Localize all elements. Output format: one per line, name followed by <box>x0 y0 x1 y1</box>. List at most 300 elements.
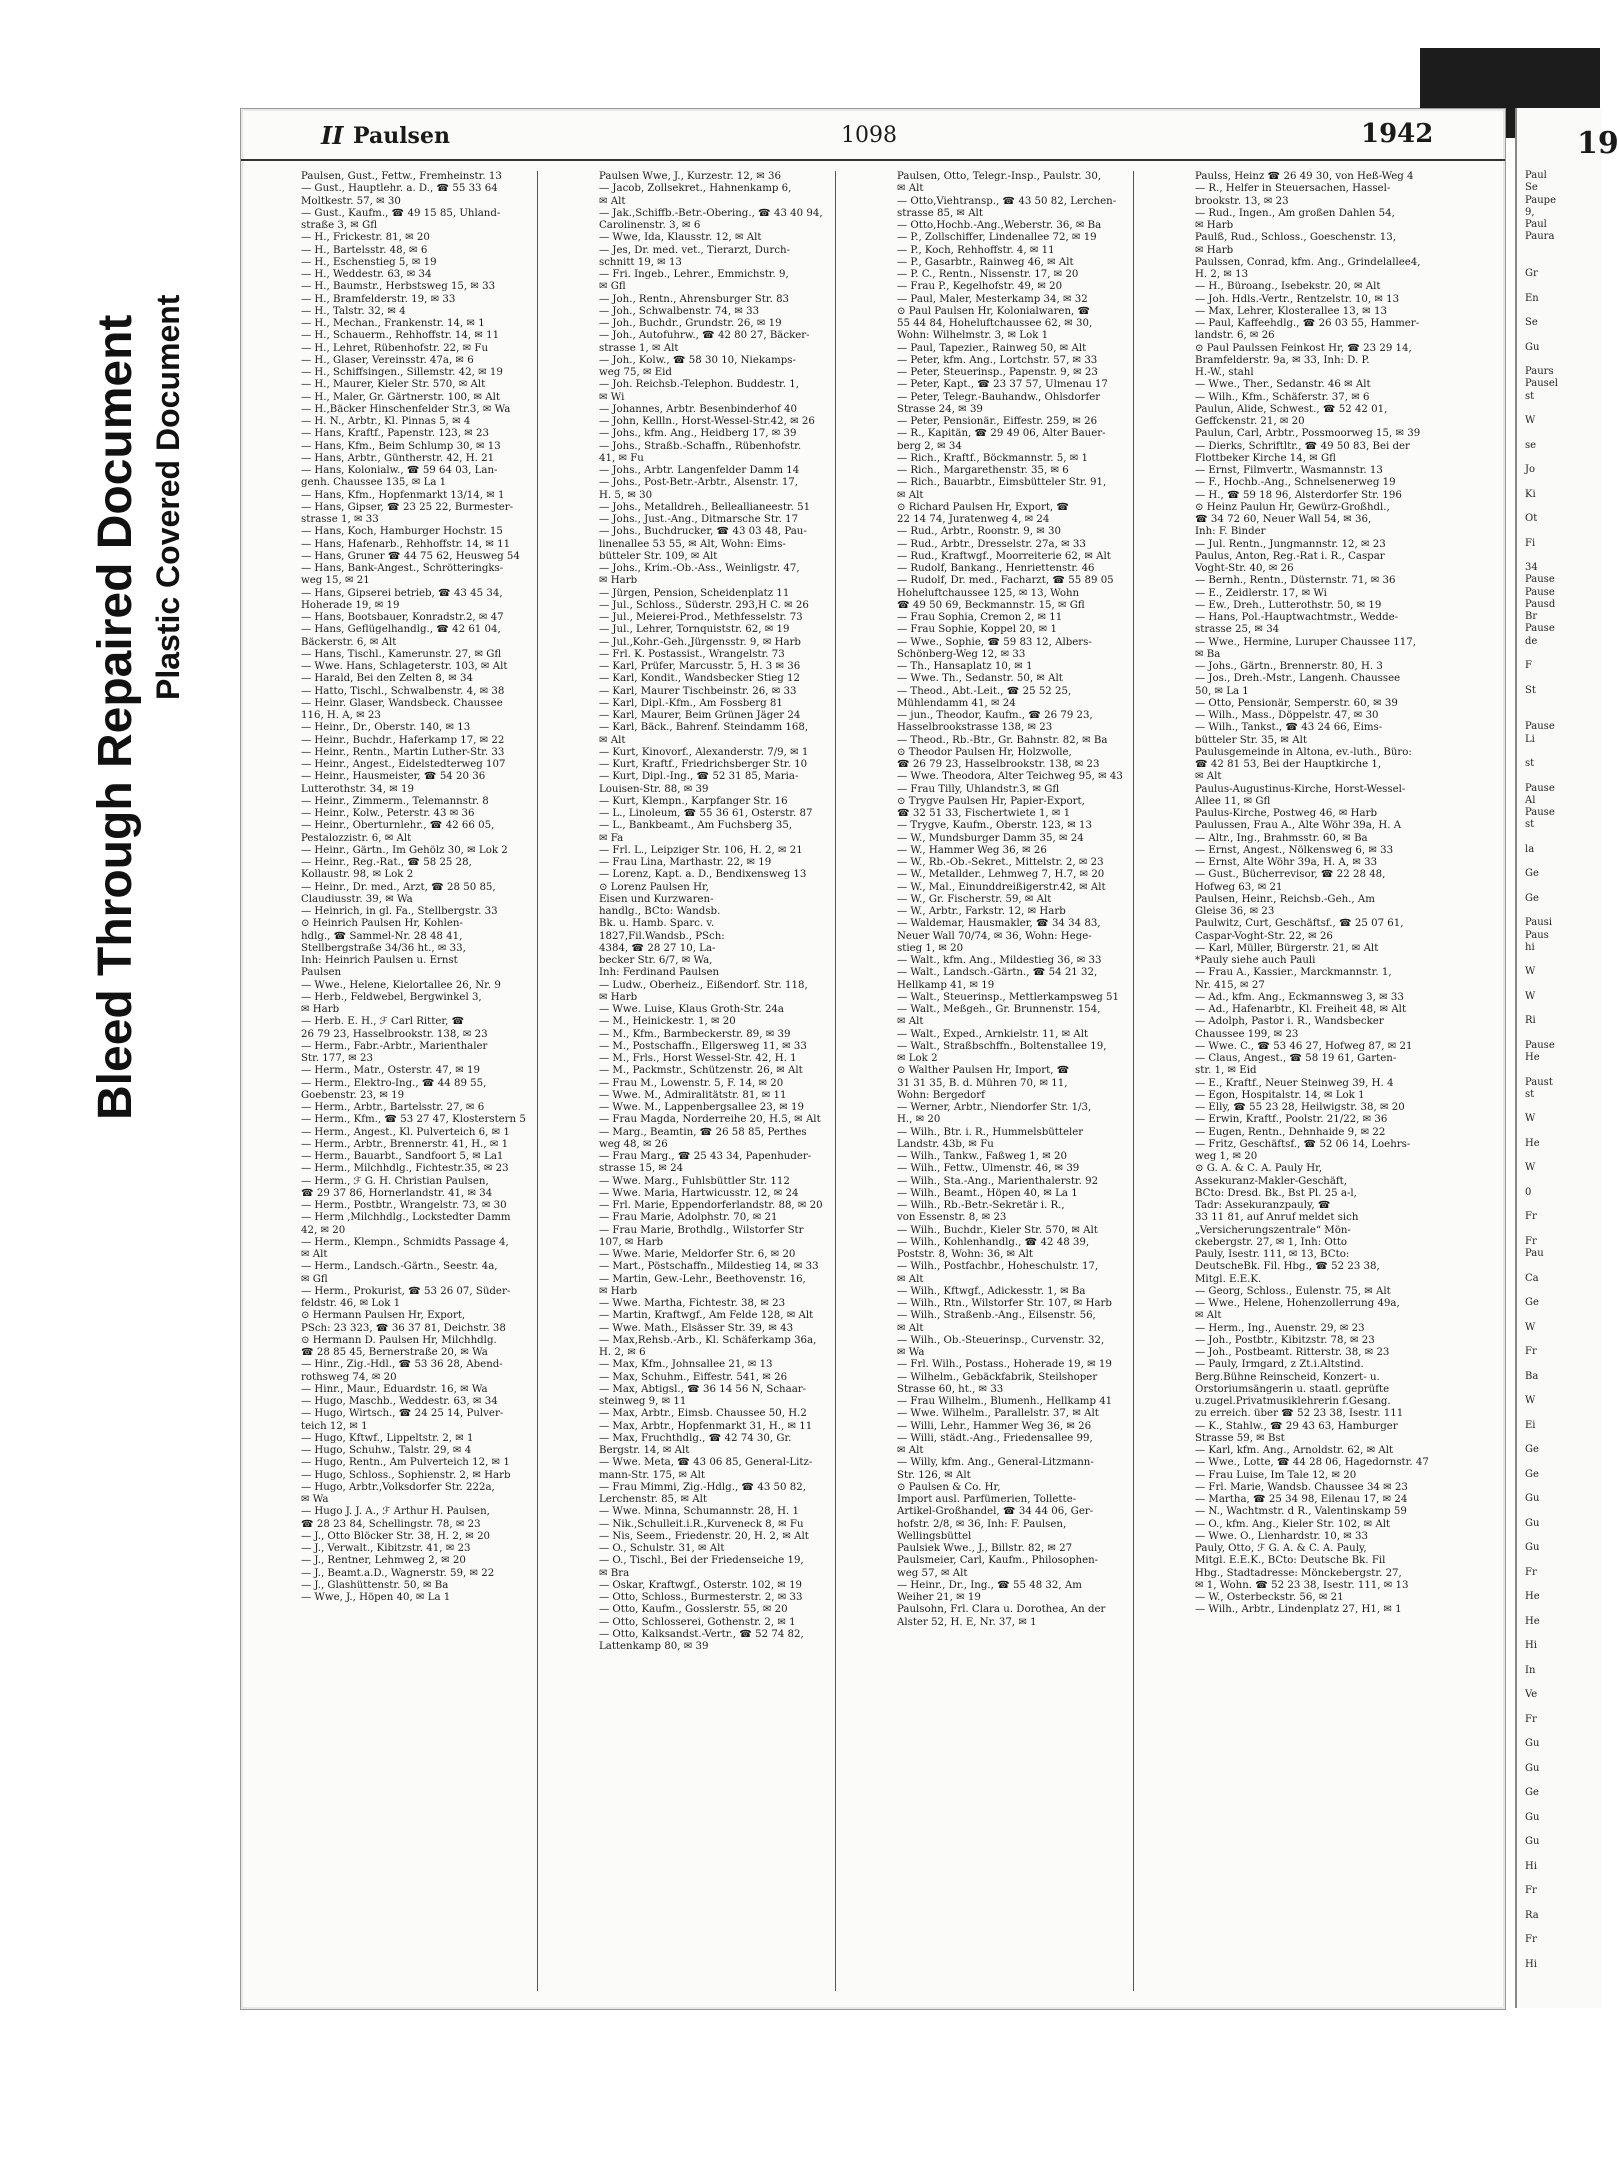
adjacent-page-fragment: He <box>1525 1615 1540 1627</box>
directory-entry-line: rothsweg 74, ✉ 20 <box>301 1371 397 1383</box>
directory-entry-line: — Wwe., Hermine, Luruper Chaussee 117, <box>1195 636 1416 648</box>
directory-entry-line: — Karl, Bäck., Bahrenf. Steindamm 168, <box>599 722 809 734</box>
directory-entry-line: — Jul., Schloss., Süderstr. 293,H C. ✉ 26 <box>599 599 809 611</box>
directory-entry-line: — Hans, Kfm., Beim Schlump 30, ✉ 13 <box>301 440 501 452</box>
directory-entry-line: Gleise 36, ✉ 23 <box>1195 906 1275 917</box>
directory-entry-line: — Wwe. M., Lappenbergsallee 23, ✉ 19 <box>599 1102 804 1113</box>
directory-entry-line: mann-Str. 175, ✉ Alt <box>599 1469 706 1481</box>
adjacent-page-fragment: Gu <box>1525 1836 1540 1847</box>
directory-entry-line: bütteler Str. 109, ✉ Alt <box>599 550 718 562</box>
directory-entry-line: Paulsen, Otto, Telegr.-Insp., Paulstr. 30, <box>897 171 1102 182</box>
directory-entry-line: — Bernh., Rentn., Düsternstr. 71, ✉ 36 <box>1195 575 1396 587</box>
adjacent-page-fragment: Paul <box>1525 219 1547 230</box>
directory-entry-line: Wohn: Bergedorf <box>897 1089 985 1101</box>
directory-entry-line: — Rud., Arbtr., Roonstr. 9, ✉ 30 <box>897 526 1061 538</box>
directory-entry-line: — Hans, Tischl., Kamerunstr. 27, ✉ Gfl <box>301 648 502 660</box>
directory-entry-line: Paulsmeier, Carl, Kaufm., Philosophen- <box>897 1555 1099 1567</box>
directory-entry-line: Geffckenstr. 21, ✉ 20 <box>1195 416 1305 427</box>
directory-entry-line: — Johs., kfm. Ang., Heidberg 17, ✉ 39 <box>599 428 797 440</box>
directory-entry-line: Flottbeker Kirche 14, ✉ Gfl <box>1195 452 1336 464</box>
directory-entry-line: 4384, ☎ 28 27 10, La- <box>599 942 716 954</box>
directory-entry-line: 22 14 74, Juratenweg 4, ✉ 24 <box>897 514 1050 525</box>
directory-entry-line: Pauly, Otto, ℱ G. A. & C. A. Pauly, <box>1195 1543 1367 1554</box>
directory-entry-line: strasse 15, ✉ 24 <box>599 1163 684 1175</box>
directory-entry-line: — P., Koch, Rehhoffstr. 4, ✉ 11 <box>897 244 1055 256</box>
directory-entry-line: 31 31 35, B. d. Mühren 70, ✉ 11, <box>897 1077 1068 1089</box>
directory-entry-line: — Herb., Feldwebel, Bergwinkel 3, <box>301 991 482 1003</box>
directory-entry-line: H.-W., stahl <box>1195 367 1254 378</box>
directory-entry-line: Paulß, Rud., Schloss., Goeschenstr. 13, <box>1195 232 1396 244</box>
directory-entry-line: ⊙ Richard Paulsen Hr, Export, ☎ <box>897 501 1070 513</box>
directory-entry-line: — W., Mal., Einunddreißigerstr.42, ✉ Alt <box>897 881 1106 893</box>
directory-entry-line: — Frau Magda, Norderreihe 20, H.5, ✉ Alt <box>599 1114 821 1126</box>
directory-entry-line: Strasse 59, ✉ Bst <box>1195 1432 1285 1444</box>
directory-entry-line: — Wwe. Wilhelm., Parallelstr. 37, ✉ Alt <box>897 1408 1099 1420</box>
adjacent-page-fragment: Paurs <box>1525 366 1554 377</box>
directory-entry-line: — Th., Hansaplatz 10, ✉ 1 <box>897 661 1033 672</box>
directory-entry-line: — Hugo, Maschb., Weddestr. 63, ✉ 34 <box>301 1396 498 1407</box>
directory-entry-line: — Harald, Bei den Zelten 8, ✉ 34 <box>301 673 473 685</box>
directory-entry-line: Weiher 21, ✉ 19 <box>897 1592 981 1603</box>
directory-entry-line: ✉ Alt <box>1195 1310 1222 1322</box>
directory-entry-line: ⊙ Heinz Paulun Hr, Gewürz-Großhdl., <box>1195 501 1390 513</box>
directory-entry-line: — Walt., Meßgeh., Gr. Brunnenstr. 154, <box>897 1004 1101 1015</box>
directory-entry-line: ☎ 34 72 60, Neuer Wall 54, ✉ 36, <box>1195 514 1372 525</box>
directory-entry-line: — Wwe., Helene, Kielortallee 26, Nr. 9 <box>301 979 501 991</box>
directory-entry-line: — Wilh., Kftwgf., Adickesstr. 1, ✉ Ba <box>897 1285 1086 1297</box>
directory-entry-line: — Heinr., Buchdr., Haferkamp 17, ✉ 22 <box>301 734 505 746</box>
directory-entry-line: — Hans, Geflügelhandlg., ☎ 42 61 04, <box>301 624 501 636</box>
directory-entry-line: ✉ Wa <box>897 1347 925 1358</box>
adjacent-page-fragment: Gu <box>1525 1762 1540 1774</box>
adjacent-page-fragment: 34 <box>1525 562 1538 573</box>
directory-entry-line: — Hans, Hafenarb., Rehhoffstr. 14, ✉ 11 <box>301 538 511 550</box>
adjacent-page-fragment: Jo <box>1525 464 1536 475</box>
directory-entry-line: — Willy, kfm. Ang., General-Litzmann- <box>897 1457 1094 1469</box>
directory-entry-line: — Wwe. Hans, Schlageterstr. 103, ✉ Alt <box>301 661 508 672</box>
directory-entry-line: — Walt., Steuerinsp., Mettlerkampsweg 51 <box>897 991 1119 1003</box>
directory-entry-line: — Fri. Ingeb., Lehrer., Emmichstr. 9, <box>599 269 789 280</box>
directory-entry-line: — F., Hochb.-Ang., Schnelsenerweg 19 <box>1195 477 1396 489</box>
adjacent-page-fragment: Paura <box>1525 231 1555 243</box>
directory-entry-line: brookstr. 13, ✉ 23 <box>1195 195 1289 207</box>
directory-entry-line: — Frau A., Kassier., Marckmannstr. 1, <box>1195 967 1392 979</box>
directory-entry-line: — Herm., Prokurist, ☎ 53 26 07, Süder- <box>301 1285 511 1297</box>
directory-entry-line: — M., Frls., Horst Wessel-Str. 42, H. 1 <box>599 1053 797 1064</box>
directory-entry-line: — Johs., Krim.-Ob.-Ass., Weinligstr. 47, <box>599 563 800 574</box>
directory-entry-line: — J., Glashüttenstr. 50, ✉ Ba <box>301 1579 449 1591</box>
directory-entry-line: — Willi, städt.-Ang., Friedensallee 99, <box>897 1432 1093 1444</box>
directory-entry-line: Hofweg 63, ✉ 21 <box>1195 881 1283 893</box>
adjacent-page-fragment: Li <box>1525 733 1535 745</box>
adjacent-page-fragment: Hi <box>1525 1640 1537 1651</box>
directory-entry-line: — J., Otto Blöcker Str. 38, H. 2, ✉ 20 <box>301 1530 491 1542</box>
directory-entry-line: — P. C., Rentn., Nissenstr. 17, ✉ 20 <box>897 269 1079 280</box>
directory-entry-line: ☎ 32 51 33, Fischertwiete 1, ✉ 1 <box>897 808 1071 819</box>
adjacent-page-fragment: Al <box>1525 794 1536 806</box>
directory-entry-line: — Frau Wilhelm., Blumenh., Hellkamp 41 <box>897 1396 1113 1407</box>
directory-entry-line: — Max, Arbtr., Eimsb. Chaussee 50, H.2 <box>599 1408 807 1420</box>
directory-entry-line: Bk. u. Hamb. Sparc. v. <box>599 918 715 930</box>
directory-entry-line: — Otto, Schlosserei, Gothenstr. 2, ✉ 1 <box>599 1616 796 1628</box>
directory-entry-line: Paulsiek Wwe., J., Billstr. 82, ✉ 27 <box>897 1543 1073 1554</box>
directory-entry-line: Chaussee 199, ✉ 23 <box>1195 1028 1299 1040</box>
adjacent-page-fragment: Pausd <box>1525 598 1556 610</box>
directory-entry-line: Pestalozzistr. 6, ✉ Alt <box>301 832 412 844</box>
directory-entry-line: — Frau Sophia, Cremon 2, ✉ 11 <box>897 612 1063 623</box>
directory-entry-line: Nr. 415, ✉ 27 <box>1195 979 1265 991</box>
directory-entry-line: — Otto, Kaufm., Gosslerstr. 55, ✉ 20 <box>599 1604 788 1616</box>
directory-entry-line: — Wwe. Meta, ☎ 43 06 85, General-Litz- <box>599 1457 813 1469</box>
directory-entry-line: — Peter, Steuerinsp., Papenstr. 9, ✉ 23 <box>897 367 1098 378</box>
directory-entry-line: — Herm., Landsch.-Gärtn., Seestr. 4a, <box>301 1261 498 1273</box>
directory-entry-line: — Frl. L., Leipziger Str. 106, H. 2, ✉ 21 <box>599 844 803 856</box>
directory-entry-line: — Jul., Meierei-Prod., Methfesselstr. 73 <box>599 612 803 623</box>
directory-entry-line: Paulsen Wwe, J., Kurzestr. 12, ✉ 36 <box>599 171 781 182</box>
directory-entry-line: PSch: 23 323, ☎ 36 37 81, Deichstr. 38 <box>301 1322 506 1334</box>
directory-entry-line: ✉ Alt <box>897 1322 924 1334</box>
section-roman-numeral: II <box>321 121 344 150</box>
directory-entry-line: — Heinr., Dr. med., Arzt, ☎ 28 50 85, <box>301 881 496 893</box>
directory-entry-line: — Herm., Angest., Kl. Pulverteich 6, ✉ 1 <box>301 1126 510 1138</box>
directory-entry-line: ⊙ Lorenz Paulsen Hr, <box>599 881 709 893</box>
directory-entry-line: — Ludw., Oberheiz., Eißendorf. Str. 118, <box>599 979 808 991</box>
page-number: 1098 <box>841 123 897 148</box>
adjacent-page-fragment: de <box>1525 635 1538 647</box>
directory-entry-line: straße 3, ✉ Gfl <box>301 220 378 231</box>
directory-entry-line: — Frau Marg., ☎ 25 43 34, Papenhuder- <box>599 1151 812 1162</box>
directory-entry-line: — Herm ,Milchhdlg., Lockstedter Damm <box>301 1212 511 1224</box>
directory-entry-line: — Wilh., Tankst., ☎ 43 24 66, Eims- <box>1195 722 1383 734</box>
directory-entry-line: — H., Schiffsingen., Sillemstr. 42, ✉ 19 <box>301 367 503 378</box>
directory-entry-line: — Wwe. Theodora, Alter Teichweg 95, ✉ 43 <box>897 771 1123 783</box>
directory-entry-line: — Wwe. Luise, Klaus Groth-Str. 24a <box>599 1004 784 1015</box>
adjacent-page-fragment: W <box>1525 1113 1536 1125</box>
directory-entry-line: 42, ✉ 20 <box>301 1224 346 1236</box>
directory-entry-line: — Max, Arbtr., Hopfenmarkt 31, H., ✉ 11 <box>599 1420 813 1432</box>
directory-entry-line: — Trygve, Kaufm., Oberstr. 123, ✉ 13 <box>897 820 1092 832</box>
directory-entry-line: — Hinr., Zig.-Hdl., ☎ 53 36 28, Abend- <box>301 1359 503 1371</box>
directory-entry-line: steinweg 9, ✉ 11 <box>599 1396 687 1407</box>
directory-entry-line: — Gust., Hauptlehr. a. D., ☎ 55 33 64 <box>301 183 498 195</box>
directory-entry-line: — N., Wachtmstr. d R., Valentinskamp 59 <box>1195 1506 1407 1518</box>
directory-entry-line: — Frl. Marie, Wandsb. Chaussee 34 ✉ 23 <box>1195 1481 1408 1493</box>
column-3 <box>897 171 1187 1991</box>
directory-entry-line: — Nis, Seem., Friedenstr. 20, H. 2, ✉ Alt <box>599 1530 809 1542</box>
directory-entry-line: — Jacob, Zollsekret., Hahnenkamp 6, <box>599 183 792 195</box>
directory-entry-line: — Wwe., Lotte, ☎ 44 28 06, Hagedornstr. 47 <box>1195 1457 1429 1469</box>
directory-entry-line: Mitgl. E.E.K. <box>1195 1273 1262 1285</box>
directory-entry-line: — H., Büroang., Isebekstr. 20, ✉ Alt <box>1195 281 1381 293</box>
directory-entry-line: Allee 11, ✉ Gfl <box>1195 795 1271 807</box>
directory-entry-line: — Wilh., Rb.-Betr.-Sekretär i. R., <box>897 1200 1065 1211</box>
directory-entry-line: — Waldemar, Hausmakler, ☎ 34 34 83, <box>897 918 1101 930</box>
directory-entry-line: str. 1, ✉ Eid <box>1195 1065 1257 1077</box>
directory-entry-line: stieg 1, ✉ 20 <box>897 942 964 954</box>
bleed-through-label: Bleed Through Repaired Document <box>89 314 142 1120</box>
directory-entry-line: — Herm., Matr., Osterstr. 47, ✉ 19 <box>301 1065 480 1077</box>
directory-entry-line: — Ad., kfm. Ang., Eckmannsweg 3, ✉ 33 <box>1195 991 1404 1003</box>
directory-entry-line: ✉ Gfl <box>599 281 626 293</box>
directory-entry-line: „Versicherungszentrale“ Mön- <box>1195 1224 1351 1236</box>
directory-entry-line: ✉ Alt <box>897 183 924 195</box>
directory-entry-line: — M., Packmstr., Schützenstr. 26, ✉ Alt <box>599 1065 803 1077</box>
directory-entry-line: 41, ✉ Fu <box>599 452 644 464</box>
directory-entry-line: weg 75, ✉ Eid <box>599 367 672 378</box>
directory-entry-line: — jun., Theodor, Kaufm., ☎ 26 79 23, <box>897 710 1093 721</box>
directory-entry-line: — Ad., Hafenarbtr., Kl. Freiheit 48, ✉ Alt <box>1195 1004 1407 1015</box>
directory-entry-line: — Fritz, Geschäftsf., ☎ 52 06 14, Loehrs- <box>1195 1138 1411 1150</box>
adjacent-page-fragment: Ge <box>1525 1444 1539 1455</box>
directory-entry-line: Alster 52, H. E, Nr. 37, ✉ 1 <box>897 1616 1037 1628</box>
adjacent-page-fragment: Fr <box>1525 1566 1537 1578</box>
directory-entry-line: — Otto,Viehtransp., ☎ 43 50 82, Lerchen- <box>897 195 1117 207</box>
adjacent-page-fragment: Ei <box>1525 1419 1536 1431</box>
directory-entry-line: strasse 25, ✉ 34 <box>1195 624 1280 636</box>
directory-entry-line: — H., Eschenstieg 5, ✉ 19 <box>301 256 437 268</box>
directory-entry-line: Moltkestr. 57, ✉ 30 <box>301 195 401 207</box>
directory-entry-line: — Wwe. Th., Sedanstr. 50, ✉ Alt <box>897 673 1063 685</box>
directory-entry-line: Hellkamp 41, ✉ 19 <box>897 979 995 991</box>
directory-entry-line: — Wwe, Ida, Klausstr. 12, ✉ Alt <box>599 232 762 244</box>
directory-entry-line: — H., Bramfelderstr. 19, ✉ 33 <box>301 293 456 305</box>
directory-entry-line: — Wwe., Helene, Hohenzollerrung 49a, <box>1195 1298 1400 1309</box>
directory-entry-line: — Karl, Müller, Bürgerstr. 21, ✉ Alt <box>1195 942 1379 954</box>
adjacent-page-fragment: Ve <box>1525 1689 1538 1700</box>
directory-entry-line: — Heinr., Dr., Oberstr. 140, ✉ 13 <box>301 722 471 734</box>
directory-entry-line: ⊙ Heinrich Paulsen Hr, Kohlen- <box>301 918 463 930</box>
directory-entry-line: — J., Beamt.a.D., Wagnerstr. 59, ✉ 22 <box>301 1567 495 1579</box>
directory-entry-line: — Max, Lehrer, Klosterallee 13, ✉ 13 <box>1195 305 1387 317</box>
directory-entry-line: — K., Stahlw., ☎ 29 43 63, Hamburger <box>1195 1420 1398 1432</box>
directory-entry-line: — Wilh., Mass., Döppelstr. 47, ✉ 30 <box>1195 710 1379 721</box>
directory-entry-line: — Wilh., Ob.-Steuerinsp., Curvenstr. 32, <box>897 1334 1105 1346</box>
directory-entry-line: — W., Osterbeckstr. 56, ✉ 21 <box>1195 1592 1344 1603</box>
adjacent-page-fragment: Gu <box>1525 1738 1540 1749</box>
directory-entry-line: ⊙ Hermann D. Paulsen Hr, Milchhdlg. <box>301 1334 497 1346</box>
directory-entry-line: — Kurt, Kraftf., Friedrichsberger Str. 10 <box>599 759 808 770</box>
directory-entry-line: — Wwe. Marg., Fuhlsbüttler Str. 112 <box>599 1175 790 1187</box>
directory-entry-line: 50, ✉ La 1 <box>1195 685 1249 697</box>
directory-entry-line: — Gust., Kaufm., ☎ 49 15 85, Uhland- <box>301 207 501 219</box>
directory-entry-line: — Wilh., Kfm., Schäferstr. 37, ✉ 6 <box>1195 391 1370 403</box>
directory-entry-line: — Wilh., Sta.-Ang., Marienthalerstr. 92 <box>897 1175 1099 1187</box>
directory-entry-line: ✉ Ba <box>1195 648 1221 660</box>
directory-entry-line: — Pauly, Irmgard, z Zt.i.Altstind. <box>1195 1359 1364 1371</box>
directory-entry-line: zu erreich. über ☎ 52 23 38, Isestr. 111 <box>1195 1408 1404 1420</box>
directory-entry-line: — Jos., Dreh.-Mstr., Langenh. Chaussee <box>1195 673 1401 685</box>
directory-entry-line: ⊙ Theodor Paulsen Hr, Holzwolle, <box>897 746 1072 758</box>
directory-entry-line: — Wilh., Kohlenhandlg., ☎ 42 48 39, <box>897 1236 1090 1248</box>
directory-entry-line: Pauly, Isestr. 111, ✉ 13, BCto: <box>1195 1249 1350 1260</box>
adjacent-page-fragment: st <box>1525 1088 1535 1100</box>
directory-entry-line: ✉ Alt <box>897 1445 924 1456</box>
directory-entry-line: — Hugo, Kftwf., Lippeltstr. 2, ✉ 1 <box>301 1432 474 1444</box>
directory-entry-line: — Georg, Schloss., Eulenstr. 75, ✉ Alt <box>1195 1285 1391 1297</box>
directory-entry-line: — Herm., Postbtr., Wrangelstr. 73, ✉ 30 <box>301 1200 507 1211</box>
directory-entry-line: — Herm., Arbtr., Brennerstr. 41, H., ✉ 1 <box>301 1138 509 1150</box>
adjacent-page-fragment: Pause <box>1525 623 1555 635</box>
directory-entry-line: — Jul., Lehrer, Tornquiststr. 62, ✉ 19 <box>599 624 790 636</box>
directory-entry-line: Paulun, Carl, Arbtr., Possmoorweg 15, ✉ 39 <box>1195 428 1421 440</box>
directory-entry-line: Eisen und Kurzwaren- <box>599 893 714 905</box>
directory-entry-line: — Hugo, Schuhw., Talstr. 29, ✉ 4 <box>301 1445 472 1456</box>
directory-entry-line: weg 15, ✉ 21 <box>301 575 370 587</box>
directory-entry-line: — H., Glaser, Vereinsstr. 47a, ✉ 6 <box>301 354 474 366</box>
adjacent-page-fragment: W <box>1525 1395 1536 1406</box>
directory-entry-line: — Heinr., Rentn., Martin Luther-Str. 33 <box>301 746 505 758</box>
directory-entry-line: — Joh., Autofuhrw., ☎ 42 80 27, Bäcker- <box>599 330 810 342</box>
plastic-covered-label: Plastic Covered Document <box>150 294 186 700</box>
directory-entry-line: — Peter, Kapt., ☎ 23 37 57, Ulmenau 17 <box>897 379 1108 391</box>
directory-entry-line: — Walt., Exped., Arnkielstr. 11, ✉ Alt <box>897 1028 1089 1040</box>
directory-entry-line: — Jürgen, Pension, Scheidenplatz 11 <box>599 587 790 599</box>
directory-entry-line: — Joh., Rentn., Ahrensburger Str. 83 <box>599 293 790 305</box>
directory-entry-line: berg 2, ✉ 34 <box>897 440 962 452</box>
directory-entry-line: Tadr: Assekuranzpauly, ☎ <box>1195 1200 1331 1211</box>
adjacent-page-fragment: Paupe <box>1525 194 1557 206</box>
adjacent-page-fragment: Ge <box>1525 1297 1539 1308</box>
directory-entry-line: — Theod., Rb.-Btr., Gr. Bahnstr. 82, ✉ Ba <box>897 734 1108 746</box>
adjacent-page-fragment: Pau <box>1525 1248 1544 1259</box>
adjacent-page-fragment: Hi <box>1525 1958 1537 1970</box>
adjacent-page-fragment: Fr <box>1525 1713 1537 1725</box>
adjacent-page-fragment: Paul <box>1525 170 1547 181</box>
directory-entry-line: — Hinr., Maur., Eduardstr. 16, ✉ Wa <box>301 1383 488 1395</box>
directory-entry-line: — Heinr., Hausmeister, ☎ 54 20 36 <box>301 771 486 783</box>
adjacent-page-fragment: En <box>1525 292 1539 304</box>
column-2 <box>599 171 889 1991</box>
directory-entry-line: — Herm., Fabr.-Arbtr., Marienthaler <box>301 1040 488 1052</box>
directory-entry-line: 33 11 81, auf Anruf meldet sich <box>1195 1212 1359 1224</box>
adjacent-page-fragment: Fr <box>1525 1346 1537 1357</box>
directory-entry-line: — Johs., Metalldreh., Belleallianeestr. 51 <box>599 501 811 513</box>
directory-entry-line: — Hans, Gruner ☎ 44 75 62, Heusweg 54 <box>301 550 520 562</box>
adjacent-page-fragment: W <box>1525 1162 1536 1174</box>
directory-entry-line: — Walt., kfm. Ang., Mildestieg 36, ✉ 33 <box>897 955 1102 966</box>
adjacent-page-fragment: Ki <box>1525 488 1536 500</box>
directory-entry-line: — Max,Rehsb.-Arb., Kl. Schäferkamp 36a, <box>599 1334 817 1346</box>
directory-entry-line: — Peter, Telegr.-Bauhandw., Ohlsdorfer <box>897 391 1101 403</box>
directory-entry-line: Caspar-Voght-Str. 22, ✉ 26 <box>1195 930 1333 942</box>
directory-entry-line: — Heinr. Glaser, Wandsbeck. Chaussee <box>301 697 503 709</box>
directory-entry-line: ⊙ Trygve Paulsen Hr, Papier-Export, <box>897 795 1085 807</box>
adjacent-page-fragment: Pause <box>1525 807 1555 818</box>
directory-entry-line: — Johs., Gärtn., Brennerstr. 80, H. 3 <box>1195 661 1383 672</box>
directory-entry-line: — Wilh., Beamt., Höpen 40, ✉ La 1 <box>897 1187 1078 1199</box>
directory-entry-line: ⊙ Paulsen & Co. Hr, <box>897 1481 1001 1493</box>
directory-entry-line: — Rich., Bauarbtr., Eimsbütteler Str. 91, <box>897 477 1107 489</box>
directory-entry-line: — M., Kfm., Barmbeckerstr. 89, ✉ 39 <box>599 1028 791 1040</box>
directory-entry-line: hdlg., ☎ Sammel-Nr. 28 48 41, <box>301 930 463 942</box>
directory-entry-line: Louisen-Str. 88, ✉ 39 <box>599 783 709 795</box>
directory-entry-line: — Frau Marie, Adolphstr. 70, ✉ 21 <box>599 1212 778 1224</box>
directory-entry-line: teich 12, ✉ 1 <box>301 1420 368 1432</box>
adjacent-page-fragment: Gu <box>1525 1811 1540 1823</box>
directory-entry-line: — Heinr., Angest., Eidelstedterweg 107 <box>301 759 506 770</box>
directory-entry-line: — Walt., Straßbschffn., Boltenstallee 19, <box>897 1040 1107 1052</box>
directory-entry-line: — Herm., Kfm., ☎ 53 27 47, Klosterstern 5 <box>301 1114 526 1126</box>
directory-entry-line: ✉ Harb <box>599 1285 638 1297</box>
directory-entry-line: ✉ 1, Wohn. ☎ 52 23 38, Isestr. 111, ✉ 13 <box>1195 1579 1409 1591</box>
directory-entry-line: H. 2, ✉ 6 <box>599 1347 646 1358</box>
directory-entry-line: — Heinr., Dr., Ing., ☎ 55 48 32, Am <box>897 1579 1082 1591</box>
directory-entry-line: — R., Helfer in Steuersachen, Hassel- <box>1195 183 1391 195</box>
directory-entry-line: Paulusgemeinde in Altona, ev.-luth., Büro: <box>1195 746 1412 758</box>
directory-entry-line: ⊙ Paul Paulssen Feinkost Hr, ☎ 23 29 14, <box>1195 342 1412 354</box>
directory-entry-line: — Eugen, Rentn., Dehnhaide 9, ✉ 22 <box>1195 1126 1386 1138</box>
directory-entry-line: Paulsen, Heinr., Reichsb.-Geh., Am <box>1195 893 1375 905</box>
directory-entry-line: BCto: Dresd. Bk., Bst Pl. 25 a-l, <box>1195 1187 1357 1199</box>
adjacent-page-fragment: He <box>1525 1591 1540 1602</box>
directory-entry-line: — Max, Abtigsl., ☎ 36 14 56 N, Schaar- <box>599 1383 807 1395</box>
directory-entry-line: — Herm., Elektro-Ing., ☎ 44 89 55, <box>301 1077 487 1089</box>
adjacent-page-fragment: Ba <box>1525 1370 1539 1382</box>
directory-entry-line: 107, ✉ Harb <box>599 1236 664 1248</box>
directory-entry-line: — Heinr., Zimmerm., Telemannstr. 8 <box>301 795 489 807</box>
directory-entry-line: — Wilh., Tankw., Faßweg 1, ✉ 20 <box>897 1151 1068 1162</box>
directory-entry-line: ✉ Alt <box>897 489 924 501</box>
directory-entry-line: — Otto, Pensionär, Semperstr. 60, ✉ 39 <box>1195 697 1398 709</box>
directory-entry-line: — O., Schulstr. 31, ✉ Alt <box>599 1543 725 1554</box>
directory-entry-line: ✉ Harb <box>1195 220 1234 231</box>
directory-entry-line: Paulus-Augustinus-Kirche, Horst-Wessel- <box>1195 783 1406 795</box>
directory-entry-line: — Frau Lina, Marthastr. 22, ✉ 19 <box>599 857 772 868</box>
directory-entry-line: — O., kfm. Ang., Kieler Str. 102, ✉ Alt <box>1195 1518 1391 1530</box>
directory-entry-line: Stellbergstraße 34/36 ht., ✉ 33, <box>301 942 466 954</box>
directory-entry-line: — Hatto, Tischl., Schwalbenstr. 4, ✉ 38 <box>301 685 505 697</box>
directory-entry-line: ✉ Harb <box>599 991 638 1003</box>
directory-entry-line: — Elly, ☎ 55 23 28, Heilwigstr. 38, ✉ 20 <box>1195 1102 1405 1113</box>
adjacent-page-fragment: Se <box>1525 182 1538 194</box>
directory-entry-line: Bergstr. 14, ✉ Alt <box>599 1445 690 1456</box>
directory-entry-line: H., ✉ 20 <box>897 1114 941 1126</box>
directory-entry-line: — Herm., Milchhdlg., Fichtestr.35, ✉ 23 <box>301 1163 509 1175</box>
directory-entry-line: — Rudolf, Dr. med., Facharzt, ☎ 55 89 05 <box>897 575 1114 587</box>
directory-entry-line: ✉ Harb <box>1195 244 1234 256</box>
directory-entry-line: — Ernst, Angest., Nölkensweg 6, ✉ 33 <box>1195 844 1394 856</box>
directory-entry-line: — Hugo, Rentn., Am Pulverteich 12, ✉ 1 <box>301 1457 510 1469</box>
adjacent-page-fragment: 9, <box>1525 206 1535 218</box>
adjacent-page-fragment: la <box>1525 843 1535 855</box>
adjacent-page-fragment: W <box>1525 966 1536 978</box>
adjacent-page-fragment: Pause <box>1525 782 1555 794</box>
directory-entry-line: — Johs., Just.-Ang., Ditmarsche Str. 17 <box>599 514 799 525</box>
directory-entry-line: — Max, Schuhm., Eiffestr. 541, ✉ 26 <box>599 1371 788 1383</box>
directory-entry-line: ✉ Alt <box>897 1273 924 1285</box>
directory-entry-line: — H., Maler, Gr. Gärtnerstr. 100, ✉ Alt <box>301 391 500 403</box>
directory-entry-line: — M., Postschaffn., Ellgersweg 11, ✉ 33 <box>599 1040 807 1052</box>
directory-entry-line: ⊙ Walther Paulsen Hr, Import, ☎ <box>897 1065 1070 1077</box>
directory-entry-line: — Frau Tilly, Uhlandstr.3, ✉ Gfl <box>897 783 1060 795</box>
directory-entry-line: ✉ Gfl <box>301 1273 328 1285</box>
directory-entry-line: — Rud., Arbtr., Dresselstr. 27a, ✉ 33 <box>897 538 1086 550</box>
directory-entry-line: — Wwe. Martha, Fichtestr. 38, ✉ 23 <box>599 1298 786 1309</box>
column-1 <box>301 171 591 1991</box>
adjacent-page-fragment: Ra <box>1525 1909 1539 1921</box>
directory-entry-line: — Herm., Bauarbt., Sandfoort 5, ✉ La1 <box>301 1151 504 1162</box>
directory-entry-line: — Wwe. Marie, Meldorfer Str. 6, ✉ 20 <box>599 1249 796 1260</box>
directory-entry-line: — Wwe., Sophie, ☎ 59 83 12, Albers- <box>897 636 1092 648</box>
directory-entry-line: — Hans, Pol.-Hauptwachtmstr., Wedde- <box>1195 612 1399 623</box>
directory-entry-line: ✉ Wa <box>301 1494 329 1505</box>
directory-entry-line: Paulsen <box>301 967 342 979</box>
directory-entry-line: — Otto,Hochb.-Ang.,Weberstr. 36, ✉ Ba <box>897 220 1102 231</box>
directory-entry-line: strasse 85, ✉ Alt <box>897 207 983 219</box>
directory-entry-line: — W., Gr. Fischerstr. 59, ✉ Alt <box>897 893 1052 905</box>
directory-entry-line: — Hans, Kfm., Hopfenmarkt 13/14, ✉ 1 <box>301 489 505 501</box>
directory-entry-line: ☎ 28 23 84, Schellingstr. 78, ✉ 23 <box>301 1518 481 1530</box>
